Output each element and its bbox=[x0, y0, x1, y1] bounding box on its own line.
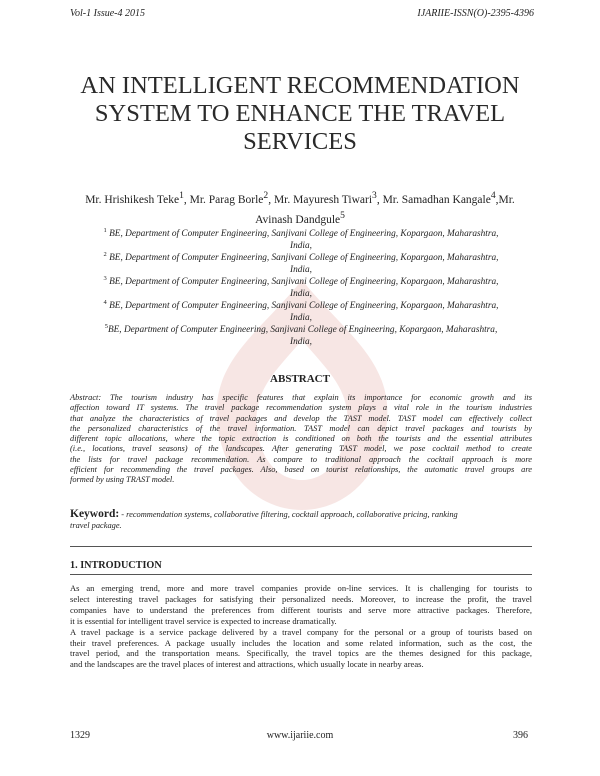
abstract-line: Abstract: The tourism industry has specific features that explain its importance for economic growth and its bbox=[70, 393, 532, 402]
affiliation-country: India, bbox=[290, 265, 312, 275]
affiliation-country: India, bbox=[290, 313, 312, 323]
abstract-line: the lists for travel package recommendation. As compare to traditional approach the cocktail approach is more bbox=[70, 454, 532, 464]
affiliation-country: India, bbox=[290, 337, 312, 347]
affiliation-line: BE, Department of Computer Engineering, Sanjivani College of Engineering, Kopargaon, Maharashtra, bbox=[106, 301, 499, 311]
body-line: and the landscapes are the travel places of interest and attractions, which usually locate in nearby areas. bbox=[70, 659, 424, 670]
body-line: select interesting travel packages for satisfying their personalized needs. Moreover, to increase the profit, the travel bbox=[70, 593, 532, 604]
affiliation-line: BE, Department of Computer Engineering, Sanjivani College of Engineering, Kopargaon, Maharashtra, bbox=[106, 253, 499, 263]
author-name: , Mr. Parag Borle bbox=[183, 193, 264, 206]
author-sup: 5 bbox=[340, 209, 345, 221]
author-sup: 1 bbox=[179, 190, 184, 201]
abstract-line: formed by using TRAST model. bbox=[70, 475, 175, 485]
affiliation-sup: 5 bbox=[104, 323, 108, 330]
affiliation bbox=[70, 321, 532, 345]
affiliation-sup: 2 bbox=[103, 251, 107, 258]
affiliation bbox=[70, 273, 532, 297]
author-name: Mr. Hrishikesh Teke bbox=[85, 193, 180, 206]
header-issn: IJARIIE-ISSN(O)-2395-4396 bbox=[417, 8, 534, 19]
abstract-line: efficient for recommending the travel packages. Also, based on tourist relationships, the automatic travel groups are bbox=[70, 465, 532, 475]
affiliation-sup: 1 bbox=[103, 227, 107, 234]
author-name: Avinash Dandgule bbox=[255, 213, 341, 226]
keywords-text-continued: travel package. bbox=[70, 521, 122, 530]
abstract-line: (i.e., locations, travel seasons) of the landscapes. After generating TAST model, we pose cocktail method to create bbox=[70, 444, 532, 454]
abstract-body bbox=[70, 393, 532, 486]
abstract-line: different topic allocations, where the topic extraction is conditioned on both the tourists and the essential attributes bbox=[70, 434, 532, 444]
body-line: their travel preferences. A package usually includes the location and some related information, such as the cost, the bbox=[70, 637, 532, 648]
author-list bbox=[60, 188, 540, 228]
affiliation-country: India, bbox=[290, 289, 312, 299]
title-line-2: SYSTEM TO ENHANCE THE TRAVEL bbox=[94, 100, 506, 127]
keywords-label: Keyword: bbox=[70, 508, 120, 520]
author-sup: 2 bbox=[263, 190, 269, 201]
abstract-line: affection toward IT systems. The travel package recommendation system plays a vital role in the tourism industries bbox=[70, 403, 532, 413]
keywords-text: - recommendation systems, collaborative filtering, cocktail approach, collaborative pricing, ranking bbox=[119, 510, 458, 519]
author-name-tail: ,Mr. bbox=[495, 193, 515, 206]
footer-page-number: 396 bbox=[513, 730, 528, 741]
author-sup: 4 bbox=[490, 190, 496, 201]
body-line: travel period, and the transportation means. Specifically, the travel topics are the themes designed for this package, bbox=[70, 648, 532, 659]
affiliation bbox=[70, 297, 532, 321]
footer-paper-number: 1329 bbox=[70, 730, 90, 741]
footer-website[interactable]: www.ijariie.com bbox=[266, 730, 334, 741]
section-divider-top bbox=[70, 546, 532, 547]
author-sup: 3 bbox=[372, 190, 377, 201]
abstract-line: the personalized characteristics of the travel information. TAST model can depict travel packages and tourists by bbox=[70, 423, 532, 433]
author-name: , Mr. Samadhan Kangale bbox=[376, 193, 491, 206]
title-line-3: SERVICES bbox=[243, 128, 357, 155]
affiliation-country: India, bbox=[290, 241, 312, 251]
affiliation-line: BE, Department of Computer Engineering, Sanjivani College of Engineering, Kopargaon, Maharashtra, bbox=[107, 325, 498, 335]
affiliation bbox=[70, 225, 532, 249]
affiliation-line: BE, Department of Computer Engineering, Sanjivani College of Engineering, Kopargaon, Maharashtra, bbox=[106, 277, 499, 287]
body-line: As an emerging trend, more and more travel companies provide on-line services. It is challenging for tourists to bbox=[70, 583, 532, 593]
paper-title bbox=[0, 72, 600, 156]
body-line: it is essential for intelligent travel service is expected to increase dramatically. bbox=[70, 615, 337, 626]
affiliation-line: BE, Department of Computer Engineering, Sanjivani College of Engineering, Kopargaon, Maharashtra, bbox=[106, 229, 499, 239]
abstract-heading: ABSTRACT bbox=[270, 373, 330, 385]
affiliation bbox=[70, 249, 532, 273]
body-line: A travel package is a service package delivered by a travel company for the personal or a group of tourists based on bbox=[70, 626, 532, 637]
header-volume-issue: Vol-1 Issue-4 2015 bbox=[70, 8, 145, 19]
section-title-introduction: 1. INTRODUCTION bbox=[70, 560, 162, 571]
affiliation-sup: 3 bbox=[103, 275, 107, 282]
abstract-line: that analyze the characteristics of travel packages and develop the TAST model. TAST model can effectively collect bbox=[70, 413, 532, 423]
author-name: , Mr. Mayuresh Tiwari bbox=[268, 193, 373, 206]
section-divider-bottom bbox=[70, 574, 532, 575]
introduction-body bbox=[70, 583, 532, 670]
affiliation-list bbox=[70, 225, 532, 345]
title-line-1: AN INTELLIGENT RECOMMENDATION bbox=[80, 72, 520, 99]
affiliation-sup: 4 bbox=[103, 299, 107, 306]
body-line: companies have to understand the preferences from different tourists and serve more attractive packages. Therefore, bbox=[70, 604, 532, 615]
keywords-block bbox=[70, 509, 532, 531]
